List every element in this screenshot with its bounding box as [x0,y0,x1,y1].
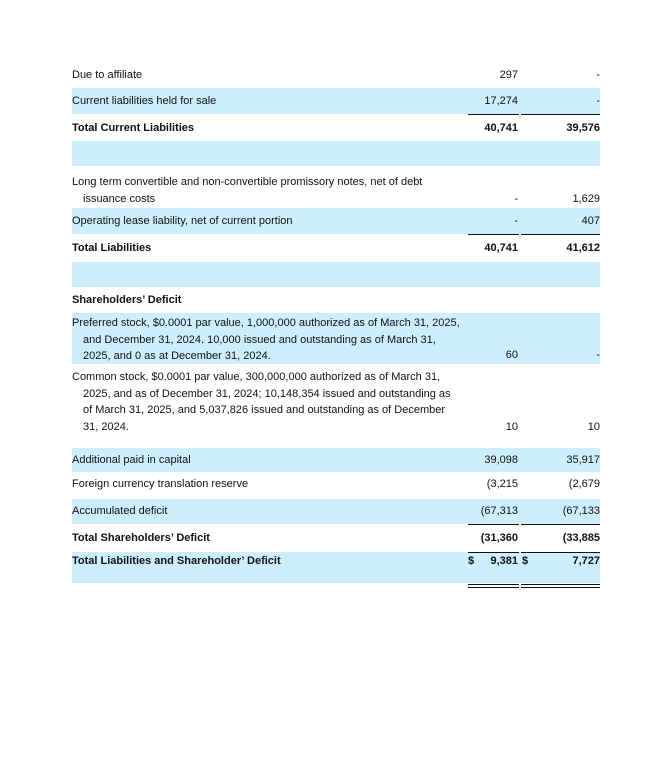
value-2025: 9,381 [490,555,518,567]
value-2024: 1,629 [572,193,600,205]
row-label [72,174,466,207]
value-2024: 10 [587,421,600,433]
row-total-current-liabilities [72,114,600,141]
value-2024: 7,727 [572,555,600,567]
value-2025: - [514,193,518,205]
row-additional-paid-in-capital [72,448,600,472]
row-label-line: Preferred stock, $0.0001 par value, 1,000,000 authorized as of March 31, 2025, [72,317,460,329]
section-heading: Shareholders’ Deficit [72,294,182,306]
value-2025: 39,098 [484,454,518,466]
row-total-liabilities-and-deficit [72,552,600,583]
row-label: Total Liabilities [72,242,152,254]
row-label-line: Common stock, $0.0001 par value, 300,000,000 authorized as of March 31, [72,371,441,383]
row-label-line: 2025, and as of December 31, 2024; 10,148,354 issued and outstanding as [83,387,451,400]
currency-symbol: $ [468,555,475,567]
grand-total-double-rule [72,583,600,589]
subtotal-rule [521,524,600,525]
row-long-term-promissory-notes [72,166,600,208]
row-label [72,315,466,365]
value-2025: 40,741 [484,242,518,254]
row-label: Accumulated deficit [72,505,168,517]
row-spacer [72,141,600,166]
row-label-line: of March 31, 2025, and 5,037,826 issued and outstanding as of December [83,404,446,416]
currency-symbol: $ [522,555,529,567]
row-label: Foreign currency translation reserve [72,478,249,490]
value-2024: 41,612 [566,242,600,254]
row-common-stock [72,364,600,448]
row-label-line: 2025, and 0 as at December 31, 2024. [83,350,271,362]
value-2024: 407 [581,215,600,227]
value-2024: (67,133 [562,505,600,517]
value-2024: (2,679 [568,478,600,490]
value-2025: 40,741 [484,122,518,134]
row-accumulated-deficit [72,499,600,524]
row-label: Total Shareholders’ Deficit [72,532,210,544]
row-label-line: Long term convertible and non-convertible promissory notes, net of debt [72,176,423,188]
double-rule [468,584,519,588]
row-current-liabilities-held-for-sale [72,88,600,114]
row-total-liabilities [72,234,600,262]
subtotal-rule [468,524,519,525]
row-due-to-affiliate [72,62,600,88]
subtotal-rule [468,114,519,115]
subtotal-rule [521,234,600,235]
row-label: Due to affiliate [72,69,143,81]
value-2024: (33,885 [562,532,600,544]
row-label: Additional paid in capital [72,454,191,466]
value-2025: 10 [505,421,518,433]
row-foreign-currency-translation-reserve [72,472,600,499]
row-label-line: and December 31, 2024. 10,000 issued and outstanding as of March 31, [83,333,436,346]
value-2025: (3,215 [486,478,518,490]
row-label-line: 31, 2024. [83,420,129,433]
value-2025: 17,274 [484,95,518,107]
value-2025: (67,313 [480,505,518,517]
row-spacer [72,262,600,287]
row-label: Operating lease liability, net of current portion [72,215,293,227]
row-label: Current liabilities held for sale [72,95,217,107]
value-2024: - [596,69,600,81]
row-preferred-stock [72,313,600,364]
value-2024: - [596,95,600,107]
row-operating-lease-liability [72,208,600,234]
row-label: Total Current Liabilities [72,122,195,134]
value-2025: 297 [499,69,518,81]
value-2025: - [514,215,518,227]
value-2025: (31,360 [480,532,518,544]
value-2024: 35,917 [566,454,600,466]
section-heading-shareholders-deficit [72,287,600,313]
row-label-line: issuance costs [83,192,156,205]
subtotal-rule [521,114,600,115]
balance-sheet-table [72,62,600,589]
row-label [72,369,466,435]
subtotal-rule [468,234,519,235]
value-2024: - [596,349,600,361]
value-2024: 39,576 [566,122,600,134]
row-label: Total Liabilities and Shareholder’ Deficit [72,555,281,567]
double-rule [521,584,600,588]
row-total-shareholders-deficit [72,524,600,552]
value-2025: 60 [505,349,518,361]
